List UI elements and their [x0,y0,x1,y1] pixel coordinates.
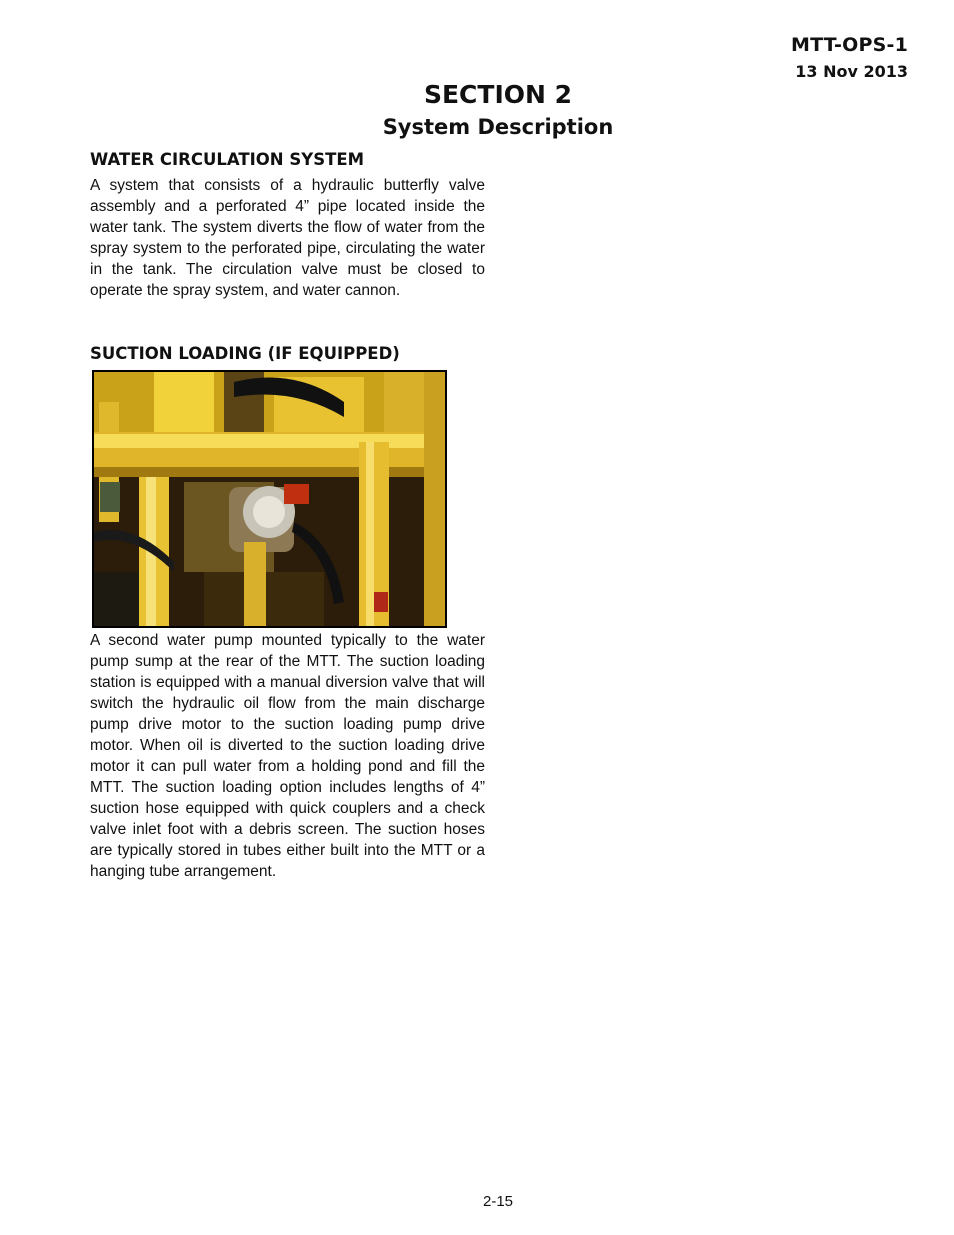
water-circulation-heading: WATER CIRCULATION SYSTEM [90,150,365,169]
document-date: 13 Nov 2013 [795,62,908,81]
section-subtitle: System Description [382,115,614,139]
section-title: SECTION 2 [423,80,573,109]
suction-loading-photo [92,370,447,628]
page-number: 2-15 [482,1193,514,1210]
water-circulation-paragraph: A system that consists of a hydraulic butterfly valve assembly and a perforated 4” pipe located inside the water tank. The system diverts the flow of water from the spray system to the perforated pipe, circulating the water in the tank. The circulation valve must be closed to operate the spray system, and water cannon. [90,177,485,299]
document-id: MTT-OPS-1 [790,34,908,56]
suction-loading-heading: SUCTION LOADING (IF EQUIPPED) [90,344,400,363]
suction-loading-paragraph: A second water pump mounted typically to the water pump sump at the rear of the MTT. The suction loading station is equipped with a manual diversion valve that will switch the hydraulic oil flow from the main discharge pump drive motor to the suction loading pump drive motor. When oil is diverted to the suction loading drive motor it can pull water from a holding pond and fill the MTT. The suction loading option includes lengths of 4” suction hose equipped with quick couplers and a check valve inlet foot with a debris screen. The suction hoses are typically stored in tubes either built into the MTT or a hanging tube arrangement. [90,632,485,880]
